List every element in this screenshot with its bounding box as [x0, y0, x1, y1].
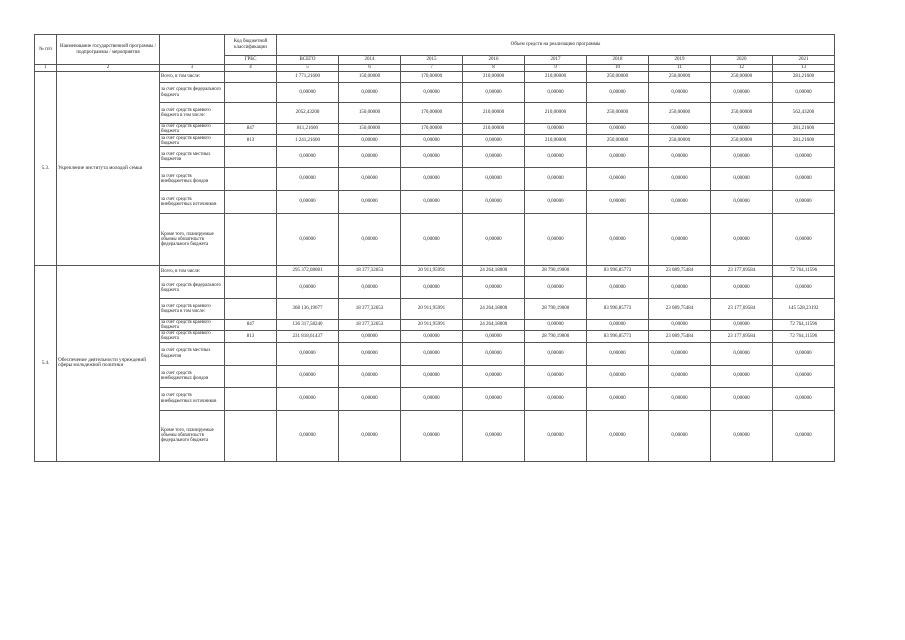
column-numbers-row	[35, 65, 835, 72]
value-year: 23 177,69584	[711, 331, 773, 342]
value-year: 0,00000	[525, 410, 587, 461]
grbs-code	[225, 103, 277, 124]
value-year: 0,00000	[339, 147, 401, 168]
header-year: ВСЕГО	[277, 56, 339, 65]
value-year: 0,00000	[587, 387, 649, 410]
header-budget-code: Код бюджетной классификации	[225, 35, 277, 56]
value-year: 0,00000	[339, 410, 401, 461]
value-total: 136 317,58240	[277, 320, 339, 331]
value-year: 0,00000	[587, 277, 649, 299]
value-year: 24 264,18000	[463, 266, 525, 277]
value-total: 0,00000	[277, 342, 339, 365]
value-year: 0,00000	[339, 191, 401, 214]
grbs-code: 813	[225, 135, 277, 147]
value-year: 0,00000	[525, 168, 587, 191]
value-year: 0,00000	[525, 277, 587, 299]
value-year: 0,00000	[525, 83, 587, 103]
funding-table	[34, 34, 835, 462]
value-year: 250,00000	[587, 72, 649, 83]
value-year: 72 764,11596	[773, 266, 835, 277]
value-year: 150,00000	[339, 103, 401, 124]
value-year: 23 177,69584	[711, 266, 773, 277]
value-year: 0,00000	[401, 191, 463, 214]
value-year: 0,00000	[525, 365, 587, 387]
value-year: 0,00000	[773, 147, 835, 168]
value-year: 0,00000	[649, 277, 711, 299]
value-year: 0,00000	[587, 320, 649, 331]
block-index: 5.4.	[35, 266, 57, 461]
value-total: 1 771,21600	[277, 72, 339, 83]
value-year: 0,00000	[463, 342, 525, 365]
value-year: 0,00000	[711, 365, 773, 387]
value-year: 0,00000	[525, 191, 587, 214]
value-year: 24 264,18000	[463, 320, 525, 331]
value-year: 0,00000	[339, 83, 401, 103]
table-row	[35, 266, 835, 277]
value-year: 0,00000	[339, 135, 401, 147]
table-header	[35, 35, 835, 72]
value-year: 281,21600	[773, 72, 835, 83]
value-year: 28 790,19000	[525, 266, 587, 277]
funding-source-label: за счет средств краевого бюджета в том числе:	[160, 103, 225, 124]
header-year: 2015	[401, 56, 463, 65]
value-year: 0,00000	[339, 168, 401, 191]
grbs-code	[225, 410, 277, 461]
value-year: 0,00000	[339, 387, 401, 410]
funding-source-label: за счет средств краевого бюджета в том числе:	[160, 299, 225, 320]
value-year: 83 996,85773	[587, 299, 649, 320]
value-year: 0,00000	[649, 365, 711, 387]
value-year: 250,00000	[711, 135, 773, 147]
header-year: 2019	[649, 56, 711, 65]
value-total: 0,00000	[277, 387, 339, 410]
value-year: 20 911,95991	[401, 299, 463, 320]
grbs-code	[225, 83, 277, 103]
funding-source-label: за счет средств внебюджетных фондов	[160, 365, 225, 387]
value-year: 20 911,95991	[401, 320, 463, 331]
header-grbs: ГРБС	[225, 56, 277, 65]
value-year: 0,00000	[463, 214, 525, 266]
value-total: 231 818,61437	[277, 331, 339, 342]
value-total: 0,00000	[277, 277, 339, 299]
column-number: 2	[57, 65, 160, 72]
value-year: 0,00000	[773, 83, 835, 103]
grbs-code	[225, 72, 277, 83]
grbs-code	[225, 299, 277, 320]
value-year: 0,00000	[339, 365, 401, 387]
value-year: 0,00000	[463, 147, 525, 168]
value-year: 145 528,23192	[773, 299, 835, 320]
value-year: 0,00000	[401, 365, 463, 387]
funding-source-label: за счет средств краевого бюджета	[160, 135, 225, 147]
column-number: 5	[277, 65, 339, 72]
value-year: 0,00000	[525, 342, 587, 365]
value-year: 0,00000	[339, 277, 401, 299]
value-year: 250,00000	[711, 72, 773, 83]
value-year: 0,00000	[649, 342, 711, 365]
value-year: 0,00000	[463, 277, 525, 299]
value-year: 150,00000	[339, 72, 401, 83]
value-year: 281,21600	[773, 124, 835, 135]
value-year: 18 377,32653	[339, 320, 401, 331]
value-year: 170,00000	[401, 103, 463, 124]
funding-source-label: за счет средств краевого бюджета	[160, 320, 225, 331]
value-year: 83 996,85773	[587, 331, 649, 342]
value-year: 0,00000	[649, 410, 711, 461]
table-body	[35, 72, 835, 462]
header-year: 2014	[339, 56, 401, 65]
value-year: 0,00000	[649, 124, 711, 135]
block-title: Обеспечение деятельности учреждений сферы молодежной политики	[57, 266, 160, 461]
value-year: 23 089,75484	[649, 299, 711, 320]
table-row	[35, 72, 835, 83]
header-year: 2017	[525, 56, 587, 65]
funding-source-label: за счет средств краевого бюджета	[160, 331, 225, 342]
value-year: 250,00000	[711, 103, 773, 124]
column-number: 1	[35, 65, 57, 72]
value-year: 0,00000	[587, 83, 649, 103]
grbs-code	[225, 266, 277, 277]
funding-source-label: за счет средств федерального бюджета	[160, 277, 225, 299]
value-year: 0,00000	[773, 365, 835, 387]
value-year: 562,43200	[773, 103, 835, 124]
value-total: 2052,43200	[277, 103, 339, 124]
funding-source-label: за счет средств внебюджетных источников	[160, 191, 225, 214]
header-year: 2018	[587, 56, 649, 65]
value-year: 0,00000	[587, 214, 649, 266]
value-year: 250,00000	[649, 103, 711, 124]
column-number: 7	[401, 65, 463, 72]
value-year: 0,00000	[711, 83, 773, 103]
value-year: 0,00000	[649, 320, 711, 331]
value-year: 250,00000	[587, 103, 649, 124]
value-year: 18 377,32653	[339, 266, 401, 277]
value-year: 210,00000	[463, 72, 525, 83]
grbs-code	[225, 365, 277, 387]
value-year: 0,00000	[401, 277, 463, 299]
column-number: 6	[339, 65, 401, 72]
value-year: 0,00000	[711, 168, 773, 191]
value-year: 210,00000	[525, 103, 587, 124]
value-total: 0,00000	[277, 191, 339, 214]
grbs-code: 847	[225, 320, 277, 331]
value-year: 0,00000	[525, 147, 587, 168]
value-year: 0,00000	[401, 410, 463, 461]
funding-source-label: за счет средств местных бюджетов	[160, 342, 225, 365]
value-year: 0,00000	[773, 214, 835, 266]
value-year: 250,00000	[649, 72, 711, 83]
grbs-code: 813	[225, 331, 277, 342]
value-year: 0,00000	[401, 135, 463, 147]
funding-source-label: Всего, в том числе:	[160, 72, 225, 83]
value-year: 0,00000	[525, 214, 587, 266]
value-total: 0,00000	[277, 410, 339, 461]
value-year: 0,00000	[339, 342, 401, 365]
grbs-code	[225, 342, 277, 365]
value-year: 0,00000	[587, 365, 649, 387]
funding-source-label: Кроме того, планируемые объемы обязательств федерального бюджета	[160, 410, 225, 461]
funding-source-label: Всего, в том числе:	[160, 266, 225, 277]
grbs-code	[225, 277, 277, 299]
value-year: 0,00000	[463, 83, 525, 103]
value-year: 0,00000	[711, 342, 773, 365]
value-year: 0,00000	[711, 387, 773, 410]
funding-source-label: за счет средств внебюджетных фондов	[160, 168, 225, 191]
value-year: 0,00000	[649, 214, 711, 266]
value-year: 0,00000	[401, 342, 463, 365]
header-year: 2016	[463, 56, 525, 65]
column-number: 4	[225, 65, 277, 72]
value-year: 0,00000	[401, 331, 463, 342]
value-total: 0,00000	[277, 83, 339, 103]
value-year: 0,00000	[401, 168, 463, 191]
value-year: 0,00000	[463, 191, 525, 214]
value-year: 210,00000	[525, 135, 587, 147]
value-year: 210,00000	[525, 72, 587, 83]
value-year: 0,00000	[773, 277, 835, 299]
header-num: № п/п	[35, 35, 57, 65]
value-year: 250,00000	[587, 135, 649, 147]
column-number: 3	[160, 65, 225, 72]
value-year: 250,00000	[649, 135, 711, 147]
value-total: 295 372,08081	[277, 266, 339, 277]
value-total: 0,00000	[277, 214, 339, 266]
value-year: 0,00000	[711, 147, 773, 168]
column-number: 9	[525, 65, 587, 72]
value-year: 0,00000	[773, 191, 835, 214]
value-year: 20 911,95991	[401, 266, 463, 277]
header-year: 2020	[711, 56, 773, 65]
value-year: 23 089,75484	[649, 331, 711, 342]
value-year: 0,00000	[587, 168, 649, 191]
value-year: 210,00000	[463, 124, 525, 135]
value-year: 0,00000	[587, 410, 649, 461]
value-year: 0,00000	[401, 83, 463, 103]
value-year: 0,00000	[587, 342, 649, 365]
column-number: 8	[463, 65, 525, 72]
value-year: 0,00000	[463, 135, 525, 147]
value-year: 0,00000	[339, 214, 401, 266]
funding-source-label: за счет средств внебюджетных источников	[160, 387, 225, 410]
funding-source-label: за счет средств федерального бюджета	[160, 83, 225, 103]
header-year: 2021	[773, 56, 835, 65]
value-year: 0,00000	[525, 320, 587, 331]
value-year: 170,00000	[401, 124, 463, 135]
value-year: 0,00000	[773, 387, 835, 410]
value-year: 210,00000	[463, 103, 525, 124]
value-year: 0,00000	[587, 124, 649, 135]
value-year: 72 764,11596	[773, 320, 835, 331]
value-year: 0,00000	[649, 168, 711, 191]
value-year: 281,21600	[773, 135, 835, 147]
value-total: 0,00000	[277, 365, 339, 387]
value-total: 0,00000	[277, 147, 339, 168]
column-number: 12	[711, 65, 773, 72]
value-year: 170,00000	[401, 72, 463, 83]
value-year: 0,00000	[525, 124, 587, 135]
grbs-code	[225, 191, 277, 214]
value-year: 0,00000	[463, 365, 525, 387]
value-year: 150,00000	[339, 124, 401, 135]
value-year: 0,00000	[649, 147, 711, 168]
value-year: 0,00000	[401, 214, 463, 266]
value-year: 0,00000	[773, 410, 835, 461]
grbs-code	[225, 147, 277, 168]
value-year: 0,00000	[711, 320, 773, 331]
value-year: 0,00000	[649, 191, 711, 214]
value-year: 0,00000	[649, 387, 711, 410]
value-total: 811,21600	[277, 124, 339, 135]
block-title: Укрепление института молодой семьи	[57, 72, 160, 266]
value-year: 0,00000	[711, 410, 773, 461]
value-year: 24 264,18000	[463, 299, 525, 320]
header-volume: Объем средств на реализацию программы	[277, 35, 835, 56]
grbs-code	[225, 168, 277, 191]
value-year: 0,00000	[463, 331, 525, 342]
value-year: 0,00000	[711, 277, 773, 299]
value-year: 0,00000	[773, 168, 835, 191]
value-year: 0,00000	[649, 83, 711, 103]
block-index: 5.3.	[35, 72, 57, 266]
column-number: 13	[773, 65, 835, 72]
funding-source-label: за счет средств местных бюджетов	[160, 147, 225, 168]
header-empty	[160, 35, 225, 65]
value-year: 0,00000	[463, 410, 525, 461]
value-year: 23 089,75484	[649, 266, 711, 277]
value-year: 0,00000	[463, 387, 525, 410]
value-year: 0,00000	[711, 214, 773, 266]
value-year: 0,00000	[773, 342, 835, 365]
value-year: 0,00000	[587, 191, 649, 214]
value-year: 83 996,85773	[587, 266, 649, 277]
value-year: 0,00000	[711, 191, 773, 214]
value-total: 0,00000	[277, 168, 339, 191]
grbs-code	[225, 214, 277, 266]
value-year: 72 764,11596	[773, 331, 835, 342]
document-sheet	[34, 34, 834, 462]
value-year: 0,00000	[339, 331, 401, 342]
value-year: 23 177,69584	[711, 299, 773, 320]
grbs-code: 847	[225, 124, 277, 135]
value-year: 0,00000	[401, 387, 463, 410]
funding-source-label: Кроме того, планируемые объемы обязательств федерального бюджета	[160, 214, 225, 266]
value-total: 368 136,19677	[277, 299, 339, 320]
value-year: 0,00000	[525, 387, 587, 410]
value-year: 0,00000	[587, 147, 649, 168]
value-total: 1 241,21600	[277, 135, 339, 147]
value-year: 0,00000	[711, 124, 773, 135]
value-year: 0,00000	[401, 147, 463, 168]
column-number: 10	[587, 65, 649, 72]
value-year: 28 790,19000	[525, 299, 587, 320]
column-number: 11	[649, 65, 711, 72]
value-year: 18 377,32653	[339, 299, 401, 320]
value-year: 0,00000	[463, 168, 525, 191]
header-name: Наименование государственной программы / подпрограммы / мероприятия	[57, 35, 160, 65]
value-year: 28 790,19000	[525, 331, 587, 342]
funding-source-label: за счет средств краевого бюджета	[160, 124, 225, 135]
grbs-code	[225, 387, 277, 410]
